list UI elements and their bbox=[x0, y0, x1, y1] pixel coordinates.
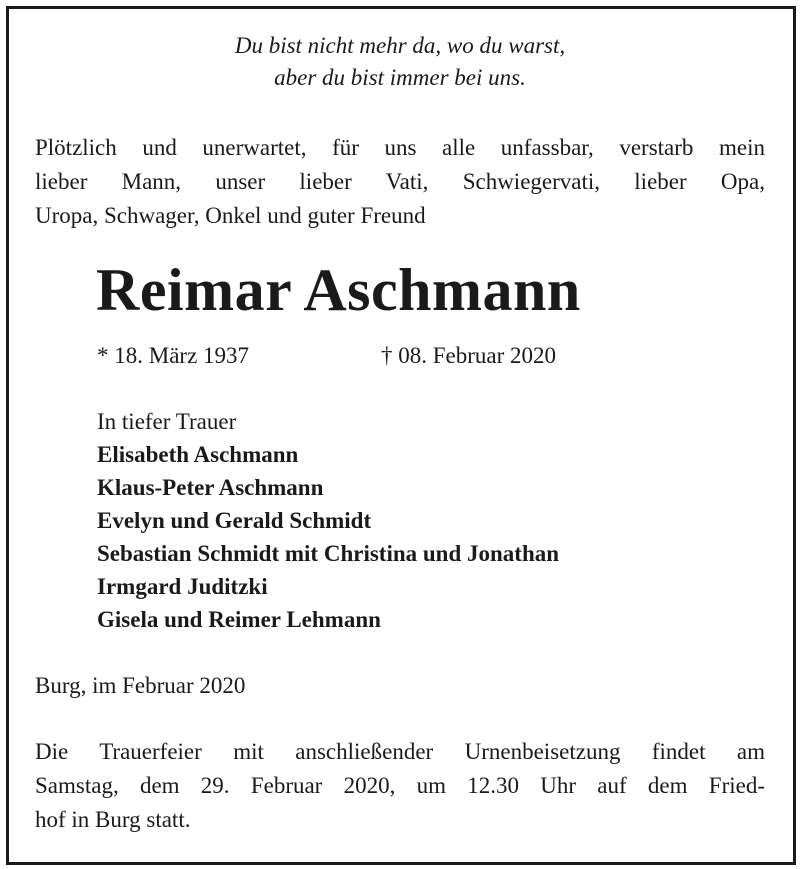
mourner-name: Gisela und Reimer Lehmann bbox=[97, 607, 381, 632]
funeral-line: hof in Burg statt. bbox=[35, 807, 191, 832]
mourner-name: Evelyn und Gerald Schmidt bbox=[97, 508, 372, 533]
verse-line: aber du bist immer bei uns. bbox=[274, 65, 526, 90]
funeral-information bbox=[35, 735, 765, 837]
deceased-name: Reimar Aschmann bbox=[96, 257, 581, 323]
mourner-name: Klaus-Peter Aschmann bbox=[97, 475, 324, 500]
mourner-name: Sebastian Schmidt mit Christina und Jonathan bbox=[97, 541, 560, 566]
place-and-date: Burg, im Februar 2020 bbox=[35, 673, 246, 698]
announcement-line: lieber Mann, unser lieber Vati, Schwiegervati, lieber Opa, bbox=[35, 169, 765, 194]
funeral-line: Samstag, dem 29. Februar 2020, um 12.30 Uhr auf dem Fried- bbox=[35, 773, 765, 798]
announcement-line: Plötzlich und unerwartet, für uns alle unfassbar, verstarb mein bbox=[35, 135, 765, 160]
verse-line: Du bist nicht mehr da, wo du warst, bbox=[234, 33, 566, 58]
birth-date: * 18. März 1937 bbox=[97, 343, 250, 368]
death-date: † 08. Februar 2020 bbox=[381, 343, 557, 368]
mourning-lead: In tiefer Trauer bbox=[97, 409, 237, 434]
mourners-list bbox=[97, 405, 559, 636]
funeral-line: Die Trauerfeier mit anschließender Urnenbeisetzung findet am bbox=[35, 739, 765, 764]
mourner-name: Irmgard Juditzki bbox=[97, 574, 268, 599]
death-announcement-text bbox=[35, 131, 765, 233]
announcement-line: Uropa, Schwager, Onkel und guter Freund bbox=[35, 203, 426, 228]
mourner-name: Elisabeth Aschmann bbox=[97, 442, 299, 467]
memorial-verse bbox=[0, 30, 800, 94]
